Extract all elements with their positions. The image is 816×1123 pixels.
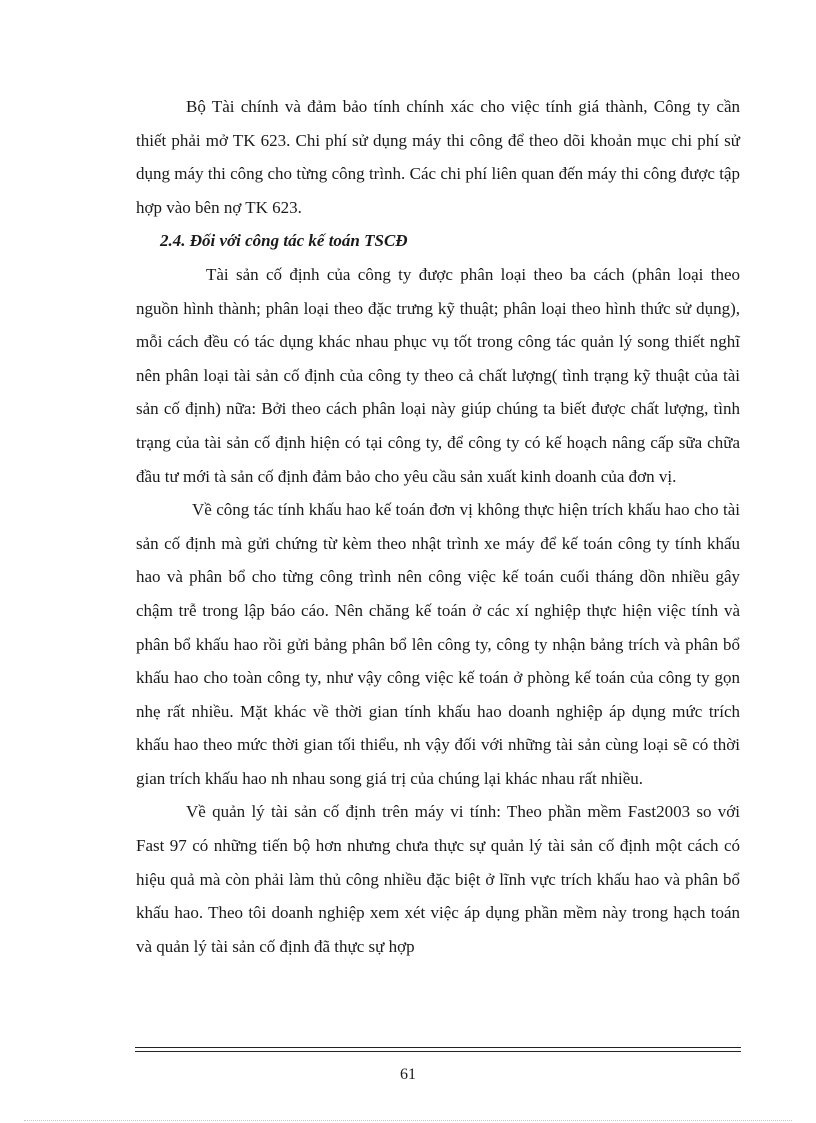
page-number: 61 <box>400 1066 416 1083</box>
paragraph-asset-classification: Tài sản cố định của công ty được phân loại theo ba cách (phân loại theo nguồn hình thành; phân loại theo đặc trưng kỹ thuật; phân loại theo hình thức sử dụng), mỗi cách đều có tác dụng khác nhau phục vụ tốt trong công tác quản lý song thiết nghĩ nên phân loại tài sản cố định của công ty theo cả chất lượng( tình trạng kỹ thuật của tài sản cố định) nữa: Bởi theo cách phân loại này giúp chúng ta biết được chất lượng, tình trạng của tài sản cố định hiện có tại công ty, để công ty có kế hoạch nâng cấp sữa chữa đầu tư mới tà sản cố định đảm bảo cho yêu cầu sản xuất kinh doanh của đơn vị. <box>136 264 740 486</box>
document-body <box>136 90 740 963</box>
page-bottom-edge <box>24 1120 792 1121</box>
section-heading: 2.4. Đối với công tác kế toán TSCĐ <box>160 231 408 251</box>
paragraph-machine-costs: Bộ Tài chính và đảm bảo tính chính xác cho việc tính giá thành, Công ty cần thiết phải mở TK 623. Chi phí sử dụng máy thi công để theo dõi khoản mục chi phí sử dụng máy thi công cho từng công trình. Các chi phí liên quan đến máy thi công được tập hợp vào bên nợ TK 623. <box>136 97 740 217</box>
footer-divider <box>135 1047 741 1052</box>
paragraph-depreciation: Về công tác tính khấu hao kế toán đơn vị không thực hiện trích khấu hao cho tài sản cố định mà gửi chứng từ kèm theo nhật trình xe máy để kế toán công ty tính khấu hao và phân bổ cho từng công trình nên công việc kế toán cuối tháng dồn nhiều gây chậm trễ trong lập báo cáo. Nên chăng kế toán ở các xí nghiệp thực hiện việc tính và phân bổ khấu hao rồi gửi bảng phân bổ lên công ty, công ty nhận bảng trích và phân bổ khấu hao cho toàn công ty, như vậy công việc kế toán ở phòng kế toán của công ty gọn nhẹ rất nhiều. Mặt khác về thời gian tính khấu hao doanh nghiệp áp dụng mức trích khấu hao theo mức thời gian tối thiểu, nh vậy đối với những tài sản cùng loại sẽ có thời gian trích khấu hao nh nhau song giá trị của chúng lại khác nhau rất nhiều. <box>136 500 740 788</box>
paragraph-software-management: Về quản lý tài sản cố định trên máy vi tính: Theo phần mềm Fast2003 so với Fast 97 có những tiến bộ hơn nhưng chưa thực sự quản lý tài sản cố định một cách có hiệu quả mà còn phải làm thủ công nhiều đặc biệt ở lĩnh vực trích khấu hao và phân bổ khấu hao. Theo tôi doanh nghiệp xem xét việc áp dụng phần mềm này trong hạch toán và quản lý tài sản cố định đã thực sự hợp <box>136 802 740 956</box>
